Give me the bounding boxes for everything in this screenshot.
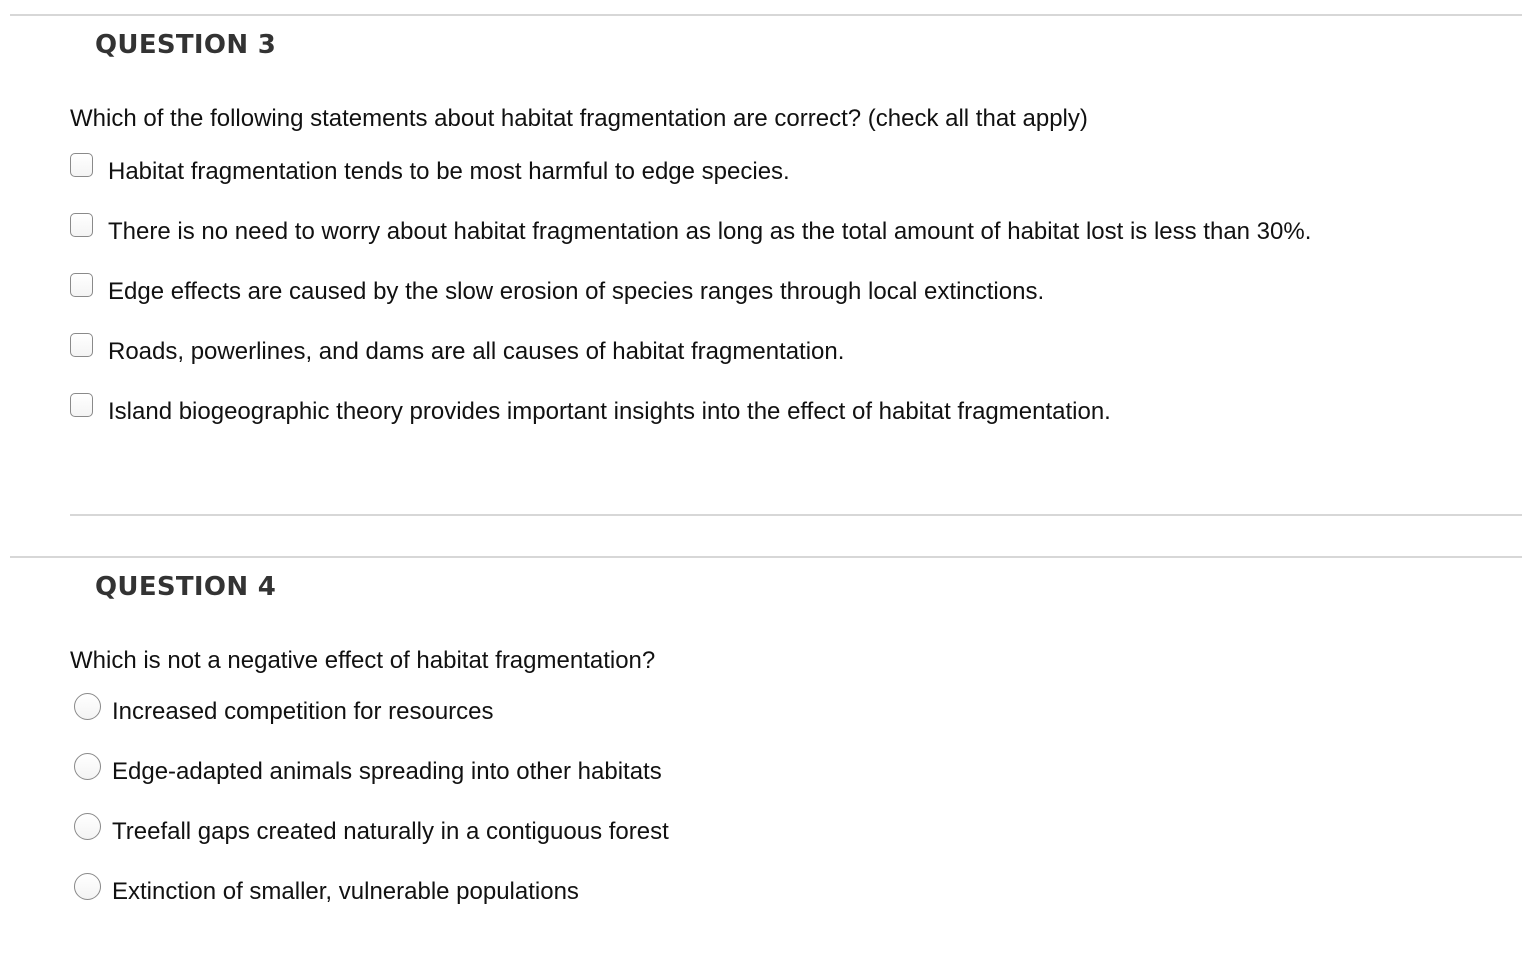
q4-option-2-radio[interactable]	[74, 753, 101, 780]
question-4-top-divider	[10, 556, 1522, 558]
q3-option-4[interactable]	[70, 332, 844, 368]
question-4-title: QUESTION 4	[95, 572, 277, 602]
q3-option-4-label[interactable]: Roads, powerlines, and dams are all causes of habitat fragmentation.	[108, 338, 845, 365]
q3-option-1-label[interactable]: Habitat fragmentation tends to be most harmful to edge species.	[108, 158, 790, 185]
q3-option-3-label[interactable]: Edge effects are caused by the slow erosion of species ranges through local extinctions.	[108, 278, 1045, 305]
top-divider	[10, 14, 1522, 16]
q3-option-4-checkbox[interactable]	[70, 333, 93, 357]
q3-option-1-checkbox[interactable]	[70, 153, 93, 177]
q3-option-1[interactable]	[70, 152, 790, 188]
q4-option-2-label[interactable]: Edge-adapted animals spreading into other habitats	[112, 758, 662, 785]
q4-option-3[interactable]	[70, 812, 669, 848]
q4-option-4[interactable]	[70, 872, 579, 908]
q4-option-1-label[interactable]: Increased competition for resources	[112, 698, 494, 725]
question-4-prompt: Which is not a negative effect of habitat fragmentation?	[70, 647, 656, 674]
question-3-bottom-divider	[70, 514, 1522, 516]
q4-option-2[interactable]	[70, 752, 662, 788]
q3-option-2[interactable]	[70, 212, 1311, 248]
question-3-title: QUESTION 3	[95, 30, 277, 60]
q4-option-3-label[interactable]: Treefall gaps created naturally in a contiguous forest	[112, 818, 669, 845]
q4-option-1-radio[interactable]	[74, 693, 101, 720]
q3-option-5-checkbox[interactable]	[70, 393, 93, 417]
q3-option-3-checkbox[interactable]	[70, 273, 93, 297]
q3-option-5-label[interactable]: Island biogeographic theory provides important insights into the effect of habitat fragmentation.	[108, 398, 1111, 425]
q4-option-3-radio[interactable]	[74, 813, 101, 840]
q3-option-5[interactable]	[70, 392, 1111, 428]
q3-option-2-label[interactable]: There is no need to worry about habitat fragmentation as long as the total amount of habitat lost is less than 30%.	[108, 218, 1312, 245]
q4-option-1[interactable]	[70, 692, 494, 728]
q4-option-4-radio[interactable]	[74, 873, 101, 900]
question-3-prompt: Which of the following statements about habitat fragmentation are correct? (check all that apply)	[70, 105, 1088, 132]
q3-option-3[interactable]	[70, 272, 1044, 308]
q4-option-4-label[interactable]: Extinction of smaller, vulnerable populations	[112, 878, 579, 905]
q3-option-2-checkbox[interactable]	[70, 213, 93, 237]
